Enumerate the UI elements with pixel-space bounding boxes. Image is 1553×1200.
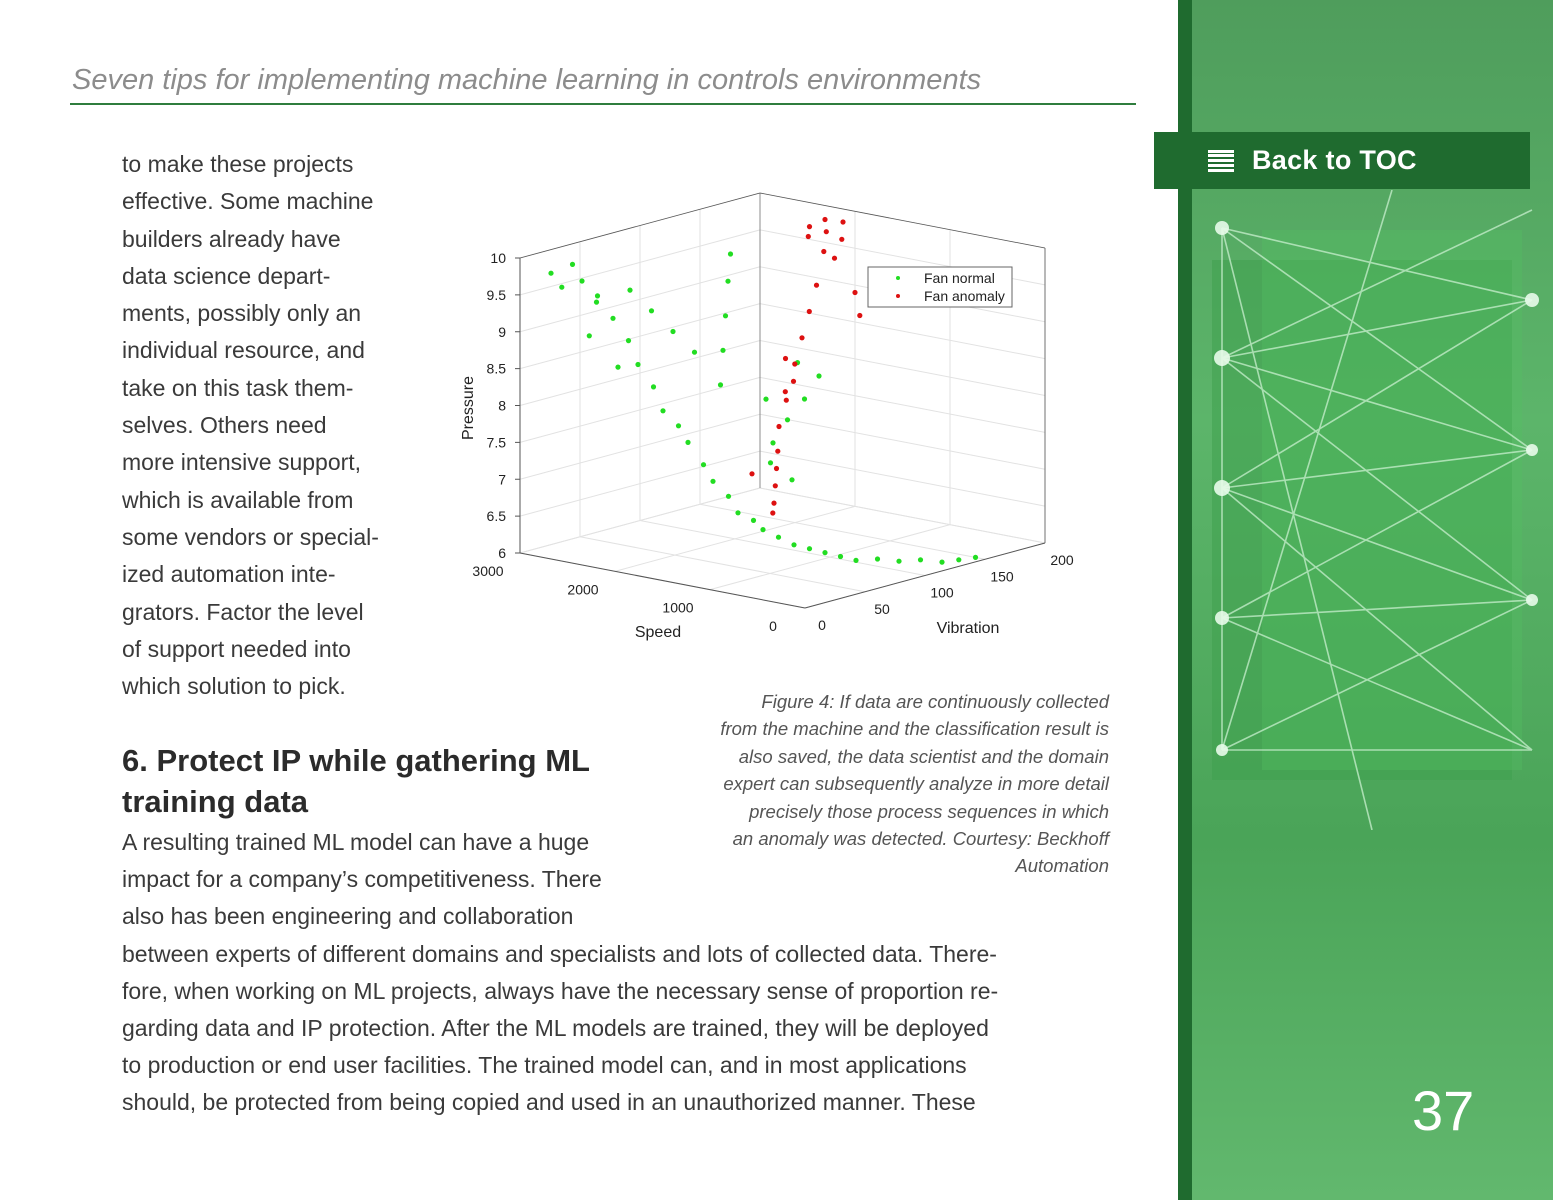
body-line: fore, when working on ML projects, always have the necessary sense of proportion re- — [122, 977, 999, 1004]
caption-line: expert can subsequently analyze in more detail — [723, 773, 1109, 795]
normal-point — [785, 417, 790, 422]
normal-point — [735, 510, 740, 515]
column-text-line: individual resource, and — [122, 337, 365, 364]
column-text-line: some vendors or special- — [122, 523, 379, 550]
normal-point — [610, 316, 615, 321]
normal-point — [615, 365, 620, 370]
column-text-line: more intensive support, — [122, 449, 362, 476]
list-icon — [1208, 150, 1234, 172]
anomaly-point — [832, 256, 837, 261]
legend-label: Fan anomaly — [924, 288, 1005, 304]
section-heading-line2: training data — [122, 784, 309, 819]
normal-point — [685, 440, 690, 445]
body-line: garding data and IP protection. After the ML models are trained, they will be deployed — [122, 1015, 989, 1042]
normal-point — [875, 556, 880, 561]
z-tick-label: 9 — [498, 323, 506, 340]
normal-point — [939, 560, 944, 565]
normal-point — [816, 373, 821, 378]
anomaly-point — [792, 361, 797, 366]
box-edge — [760, 193, 1045, 248]
y-axis-label: Vibration — [936, 620, 1000, 637]
anomaly-point — [814, 283, 819, 288]
body-line: also has been engineering and collaboration — [122, 903, 574, 930]
x-tick-label: 3000 — [472, 563, 504, 579]
anomaly-point — [791, 379, 796, 384]
anomaly-point — [824, 229, 829, 234]
normal-point — [896, 559, 901, 564]
section-heading — [122, 740, 662, 822]
column-text-line: of support needed into — [122, 635, 351, 662]
anomaly-point — [852, 290, 857, 295]
column-text-line: selves. Others need — [122, 412, 327, 439]
normal-point — [770, 440, 775, 445]
normal-point — [627, 288, 632, 293]
legend-label: Fan normal — [924, 270, 995, 286]
normal-point — [710, 479, 715, 484]
column-text-line: to make these projects — [122, 151, 354, 177]
y-tick-label: 100 — [930, 584, 954, 601]
page-number: 37 — [1412, 1079, 1475, 1142]
wall-grid-line — [760, 304, 1045, 359]
anomaly-point — [776, 424, 781, 429]
normal-point — [802, 396, 807, 401]
normal-point — [649, 308, 654, 313]
anomaly-point — [784, 398, 789, 403]
anomaly-point — [749, 471, 754, 476]
anomaly-point — [783, 356, 788, 361]
normal-point — [559, 285, 564, 290]
legend-marker — [896, 294, 900, 298]
normal-point — [587, 333, 592, 338]
x-tick-label: 0 — [769, 618, 777, 634]
z-tick-label: 8.5 — [486, 360, 506, 377]
normal-point — [670, 329, 675, 334]
z-tick-label: 7 — [498, 471, 506, 488]
caption-line: also saved, the data scientist and the domain — [738, 745, 1109, 767]
anomaly-point — [774, 466, 779, 471]
wall-grid-line — [760, 488, 1045, 543]
column-text-line: which solution to pick. — [122, 673, 346, 700]
section-body — [122, 824, 1122, 1122]
column-text-line: builders already have — [122, 225, 341, 252]
body-line: A resulting trained ML model can have a huge — [122, 829, 590, 855]
normal-point — [692, 350, 697, 355]
anomaly-point — [839, 237, 844, 242]
caption-line: precisely those process sequences in which — [749, 800, 1109, 822]
column-text-line: grators. Factor the level — [122, 598, 364, 625]
body-line: should, be protected from being copied and used in an unauthorized manner. These — [122, 1089, 976, 1116]
z-tick-label: 10 — [490, 250, 506, 266]
normal-point — [723, 313, 728, 318]
floor-grid-line — [640, 521, 925, 576]
normal-point — [726, 494, 731, 499]
wall-grid-line — [760, 451, 1045, 506]
normal-point — [918, 557, 923, 562]
y-tick-label: 0 — [818, 617, 826, 633]
anomaly-point — [770, 510, 775, 515]
caption-line: from the machine and the classification result is — [720, 718, 1109, 740]
anomaly-point — [775, 449, 780, 454]
anomaly-point — [857, 313, 862, 318]
normal-point — [789, 477, 794, 482]
column-text — [122, 146, 422, 705]
x-tick-label: 1000 — [662, 599, 694, 616]
normal-point — [594, 300, 599, 305]
normal-point — [791, 542, 796, 547]
normal-point — [595, 293, 600, 298]
z-tick-label: 8 — [498, 397, 506, 414]
column-text-line: effective. Some machine — [122, 188, 374, 215]
anomaly-point — [806, 234, 811, 239]
normal-point — [718, 382, 723, 387]
column-text-line: which is available from — [122, 486, 354, 513]
normal-point — [728, 251, 733, 256]
z-tick-label: 6 — [498, 545, 506, 561]
anomaly-point — [807, 224, 812, 229]
back-to-toc-button[interactable] — [1154, 132, 1530, 189]
floor-grid-line — [700, 504, 985, 559]
y-tick-label: 50 — [874, 600, 890, 617]
normal-point — [626, 338, 631, 343]
x-axis-label: Speed — [634, 624, 682, 641]
anomaly-point — [783, 389, 788, 394]
legend-marker — [896, 276, 900, 280]
normal-point — [838, 554, 843, 559]
body-line: between experts of different domains and specialists and lots of collected data. There- — [122, 940, 997, 967]
anomaly-point — [807, 309, 812, 314]
body-line: impact for a company’s competitiveness. There — [122, 866, 602, 893]
section-heading-line1: 6. Protect IP while gathering ML — [122, 743, 590, 778]
normal-point — [635, 362, 640, 367]
caption-line: Figure 4: If data are continuously collected — [761, 691, 1109, 712]
column-text-line: ments, possibly only an — [122, 300, 362, 327]
wall-grid-line — [760, 341, 1045, 396]
normal-point — [701, 462, 706, 467]
caption-line: Automation — [1015, 855, 1109, 877]
anomaly-point — [821, 249, 826, 254]
normal-point — [676, 423, 681, 428]
column-text-line: data science depart- — [122, 262, 331, 289]
z-axis-label: Pressure — [460, 375, 477, 441]
normal-point — [763, 397, 768, 402]
back-to-toc-label: Back to TOC — [1252, 145, 1417, 175]
wall-grid-line — [760, 377, 1045, 432]
anomaly-point — [840, 219, 845, 224]
normal-point — [853, 558, 858, 563]
floor-grid-line — [580, 537, 865, 592]
normal-point — [725, 279, 730, 284]
z-tick-label: 6.5 — [486, 508, 506, 525]
normal-point — [570, 262, 575, 267]
normal-point — [776, 535, 781, 540]
normal-point — [579, 278, 584, 283]
header-title: Seven tips for implementing machine learning in controls environments — [72, 64, 982, 96]
normal-point — [768, 460, 773, 465]
y-tick-label: 150 — [990, 568, 1014, 585]
normal-point — [973, 555, 978, 560]
body-line: to production or end user facilities. The trained model can, and in most applications — [122, 1052, 967, 1079]
column-text-line: ized automation inte- — [122, 561, 336, 588]
wall-grid-line — [760, 414, 1045, 469]
normal-point — [751, 518, 756, 523]
anomaly-point — [771, 501, 776, 506]
normal-point — [651, 384, 656, 389]
normal-point — [807, 546, 812, 551]
anomaly-point — [799, 335, 804, 340]
header-rule — [70, 103, 1136, 105]
caption-line: an anomaly was detected. Courtesy: Beckhoff — [732, 828, 1109, 850]
normal-point — [720, 348, 725, 353]
column-text-line: take on this task them- — [122, 374, 354, 401]
normal-point — [760, 527, 765, 532]
x-tick-label: 2000 — [567, 581, 599, 598]
network-artwork — [1192, 190, 1553, 830]
anomaly-point — [822, 217, 827, 222]
normal-point — [822, 550, 827, 555]
anomaly-point — [773, 483, 778, 488]
normal-point — [956, 557, 961, 562]
z-tick-label: 9.5 — [486, 286, 506, 303]
y-tick-label: 200 — [1050, 552, 1074, 568]
normal-point — [660, 408, 665, 413]
scatter-chart — [450, 180, 1110, 650]
z-tick-label: 7.5 — [486, 434, 506, 451]
normal-point — [548, 271, 553, 276]
